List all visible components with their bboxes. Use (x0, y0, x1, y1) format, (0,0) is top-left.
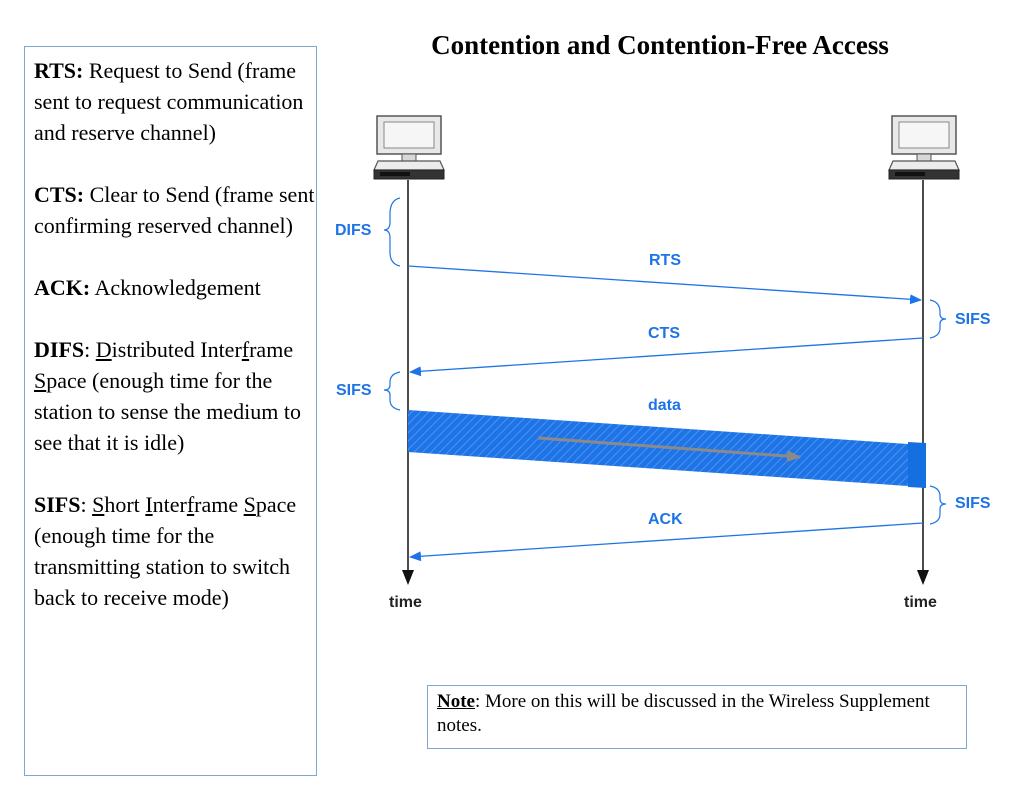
sifs-term: SIFS (34, 492, 81, 517)
cts-desc: Clear to Send (frame sent confirming reserved channel) (34, 182, 315, 238)
difs-label: DIFS (335, 222, 372, 239)
sifs-brace-right-2 (930, 486, 946, 524)
legend-sifs: SIFS: Short Interframe Space (enough time for the transmitting station to switch back to receive mode) (34, 492, 297, 610)
note-head: Note (437, 691, 475, 712)
difs-desc: Distributed Interframe Space (enough time for the station to sense the medium to see that it is idle) (34, 337, 302, 455)
computer-icon-right (889, 116, 959, 179)
timeline-right-arrow (917, 570, 929, 585)
data-label: data (648, 397, 681, 414)
sifs-label-right-1: SIFS (955, 311, 991, 328)
rts-desc: Request to Send (frame sent to request communication and reserve channel) (34, 58, 304, 145)
ack-label: ACK (648, 511, 683, 528)
rts-term: RTS: (34, 58, 84, 83)
data-frame-head (908, 442, 926, 488)
sifs-brace-right-1 (930, 300, 946, 338)
note-box (427, 685, 967, 749)
sifs-label-right-2: SIFS (955, 495, 991, 512)
sifs-label-left: SIFS (336, 382, 372, 399)
cts-label: CTS (648, 325, 680, 342)
ack-desc: Acknowledgement (90, 275, 261, 300)
difs-term: DIFS (34, 337, 85, 362)
sifs-brace-left (384, 372, 400, 410)
cts-arrow (410, 338, 923, 372)
note-text: : More on this will be discussed in the Wireless Supplement notes. (437, 691, 930, 736)
difs-brace (384, 198, 400, 266)
rts-label: RTS (649, 252, 681, 269)
ack-arrow (410, 523, 923, 557)
sifs-desc: Short Interframe Space (enough time for the transmitting station to switch back to receive mode) (34, 492, 297, 610)
rts-arrow (408, 266, 921, 300)
ack-term: ACK: (34, 275, 91, 300)
time-label-right: time (904, 594, 937, 611)
page-title: Contention and Contention-Free Access (431, 30, 889, 60)
legend-difs: DIFS: Distributed Interframe Space (enough time for the station to sense the medium to see that it is idle) (34, 337, 302, 455)
time-label-left: time (389, 594, 422, 611)
cts-term: CTS: (34, 182, 85, 207)
timeline-left-arrow (402, 570, 414, 585)
computer-icon-left (374, 116, 444, 179)
